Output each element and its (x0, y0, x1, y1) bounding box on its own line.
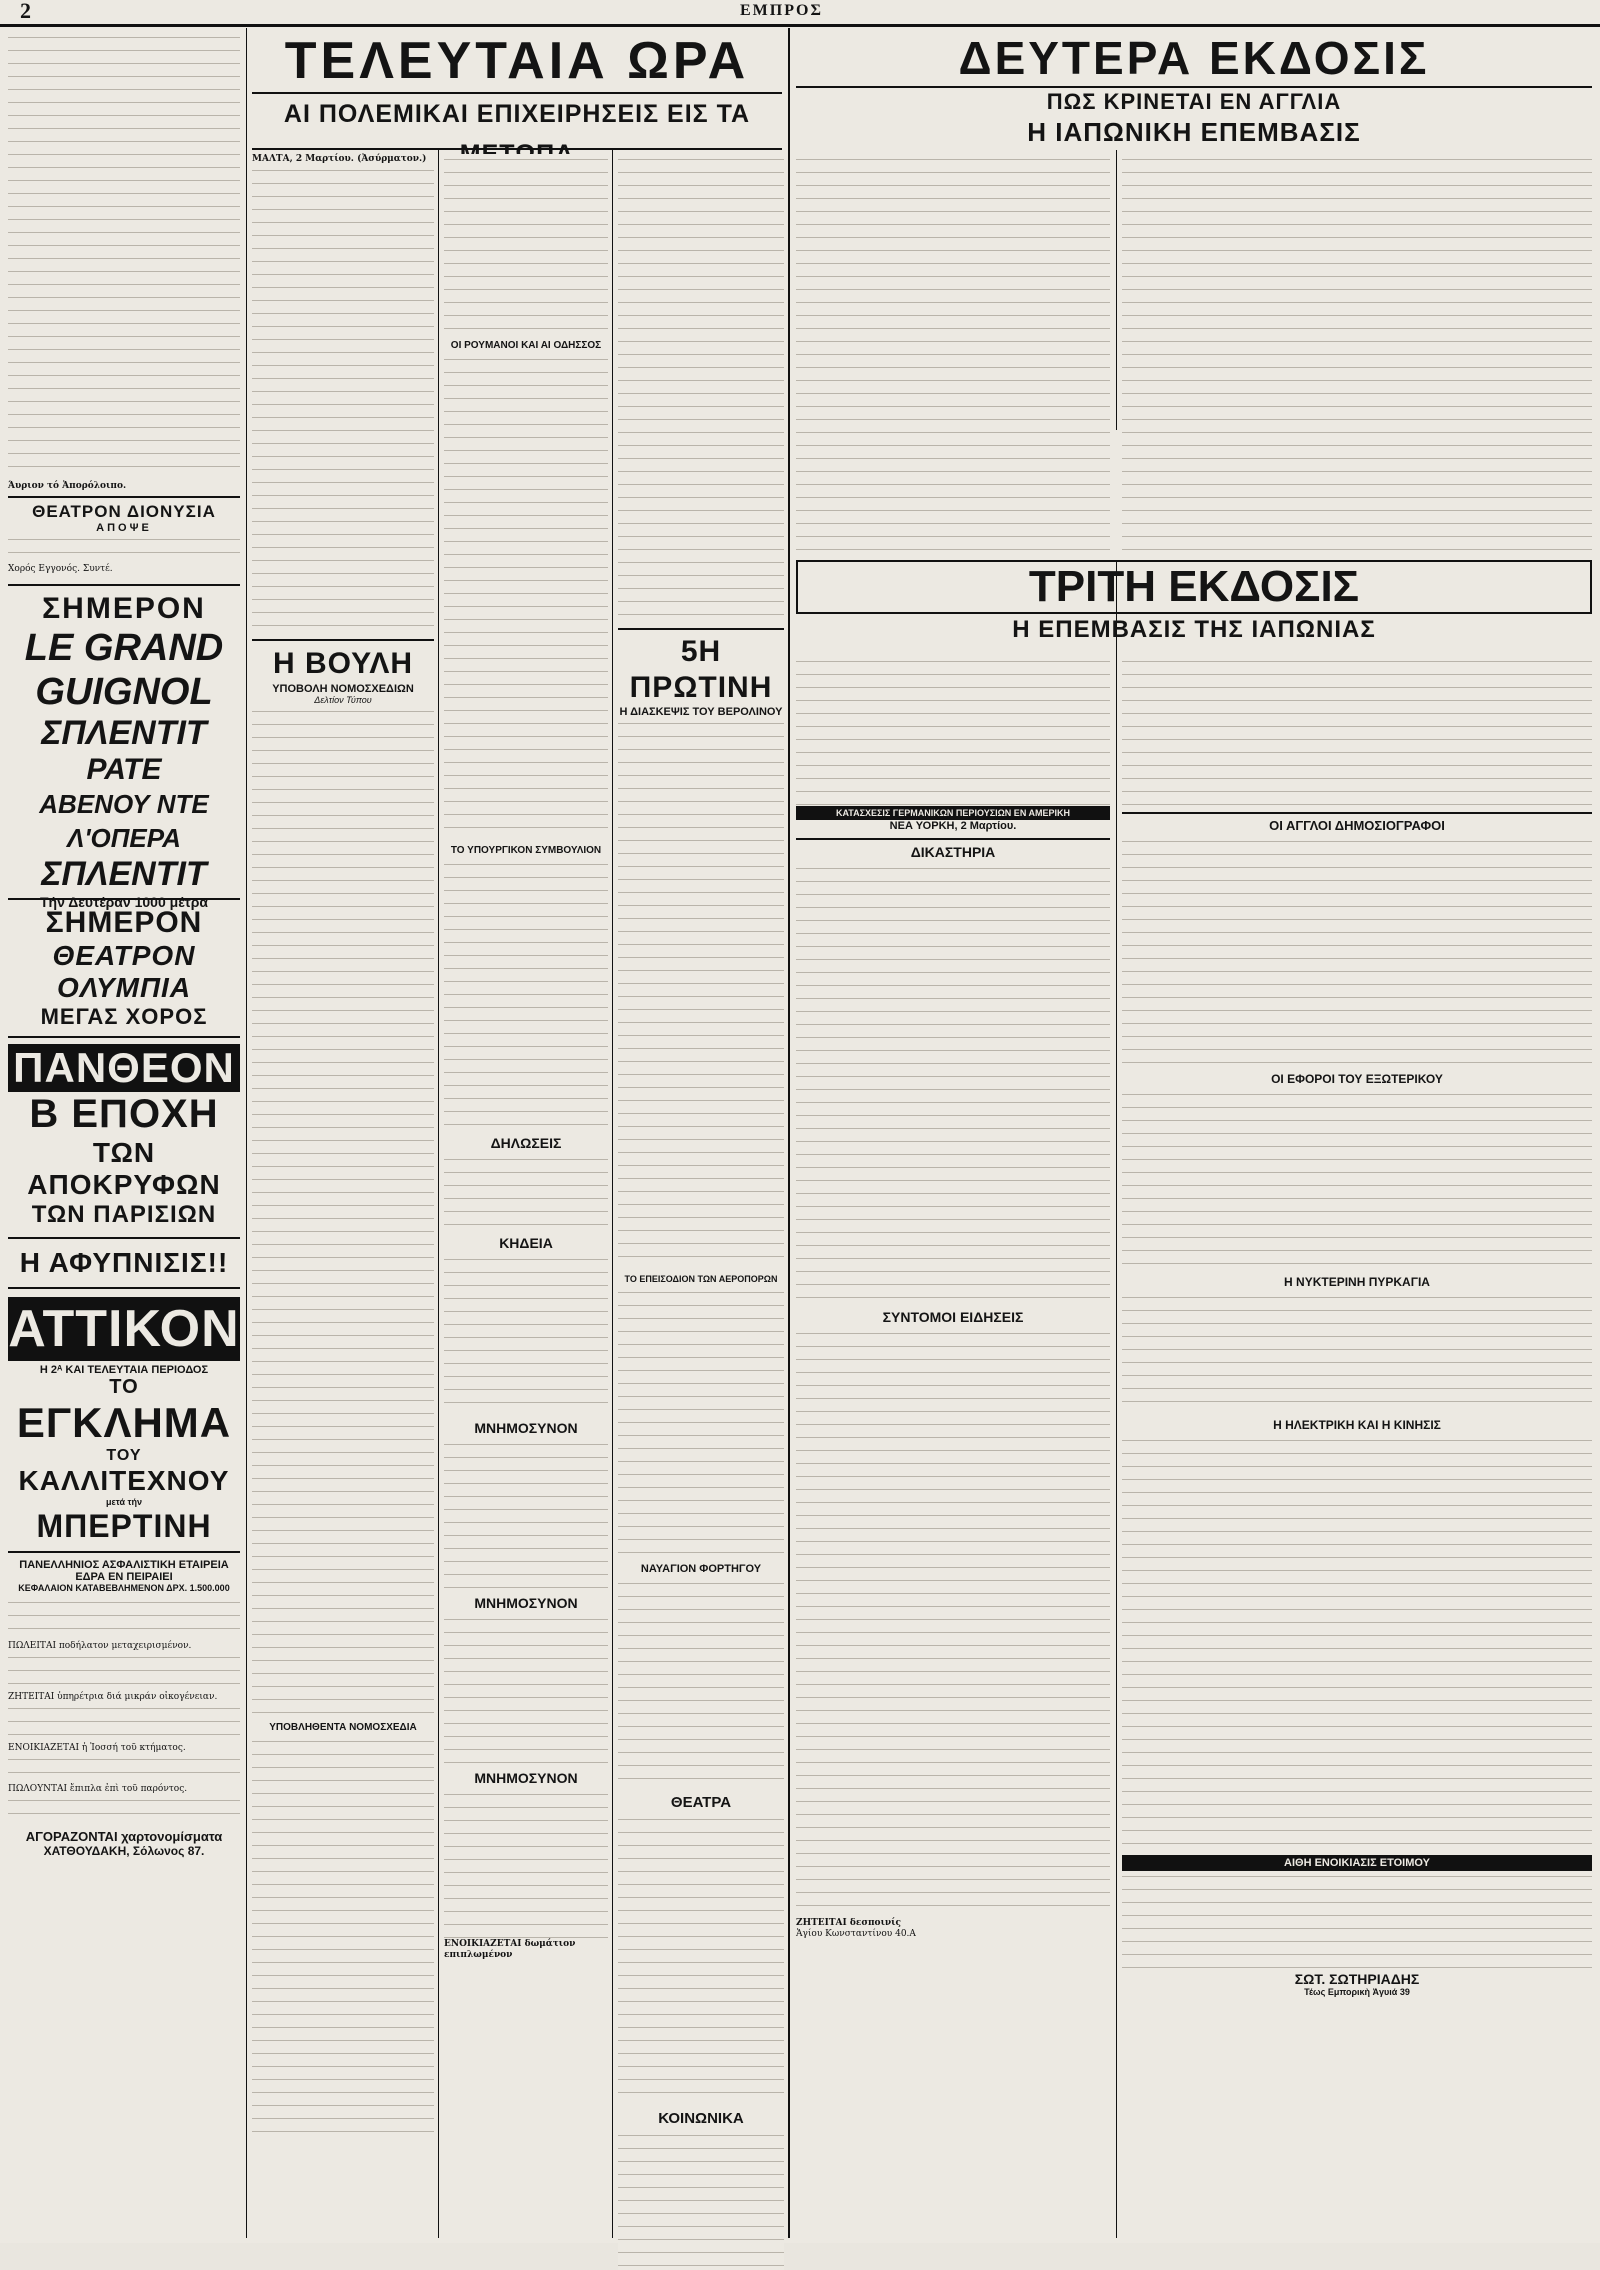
third-edition-block (796, 560, 1592, 650)
section-heading: ΟΙ ΑΓΓΛΟΙ ΔΗΜΟΣΙΟΓΡΑΦΟΙ (1122, 812, 1592, 833)
agorazontai-ad: ΑΓΟΡΑΖΟΝΤΑΙ χαρτονομίσματα (25, 1829, 223, 1844)
pantheon-apokryfon: ΤΩΝ ΑΠΟΚΡΥΦΩΝ (27, 1137, 221, 1200)
second-edition-block (796, 30, 1592, 150)
bank-name: ΠΑΝΕΛΛΗΝΙΟΣ ΑΣΦΑΛΙΣΤΙΚΗ ΕΤΑΙΡΕΙΑ (19, 1559, 229, 1571)
section-heading: ΤΟ ΥΠΟΥΡΓΙΚΟΝ ΣΥΜΒΟΥΛΙΟΝ (450, 845, 602, 856)
pantheon-epochi: Β ΕΠΟΧΗ (29, 1092, 219, 1136)
dateline: ΜΑΛΤΑ, 2 Μαρτίου. (Ἀσύρματον.) (252, 154, 427, 164)
grand-guignol-splendit-2: ΣΠΛΕΝΤΙΤ (41, 855, 207, 893)
theatre-subtitle: ΑΠΟΨΕ (96, 522, 152, 534)
attikon-meta: μετά τήν (105, 1497, 143, 1507)
section-heading: Η ΝΥΚΤΕΡΙΝΗ ΠΥΡΚΑΓΙΑ (1284, 1275, 1430, 1289)
attikon-title: ΑΤΤΙΚΟΝ (8, 1297, 240, 1361)
attikon-to: ΤΟ (109, 1376, 139, 1398)
zititai-address: Ἁγίου Κωνσταντίνου 40.Α (796, 1929, 916, 1939)
column-rule (612, 150, 613, 2238)
article-text (618, 1287, 784, 1557)
bottom-classified: ΕΝΟΙΚΙΑΖΕΤΑΙ δωμάτιον επιπλωμένον (444, 1939, 576, 1960)
grand-guignol-date: Τήν Δευτέραν 1000 μέτρα (39, 894, 209, 910)
vouli-subtitle: ΥΠΟΒΟΛΗ ΝΟΜΟΣΧΕΔΙΩΝ (272, 683, 414, 695)
column-rule (1116, 150, 1117, 430)
grand-guignol-abenue: ΑΒΕΝΟΥ ΝΤΕ Λ'ΟΠΕΡΑ (39, 789, 209, 853)
attikon-kallitechnou: ΚΑΛΛΙΤΕΧΝΟΥ (18, 1465, 230, 1496)
article-text (444, 1614, 608, 1764)
classified-4: ΠΩΛΟΥΝΤΑΙ ἔπιπλα ἐπὶ τοῦ παρόντος. (8, 1784, 188, 1794)
column-e (796, 656, 1110, 2234)
section-heading: Η ΗΛΕΚΤΡΙΚΗ ΚΑΙ Η ΚΙΝΗΣΙΣ (1273, 1418, 1441, 1432)
article-text (1122, 1435, 1592, 1855)
section-heading: ΔΗΛΩΣΕΙΣ (490, 1135, 562, 1151)
attikon-mpertini: ΜΠΕΡΤΙΝΗ (36, 1508, 212, 1544)
vouli-note: Δελτίον Τύπου (314, 695, 372, 705)
ny-dateline: ΝΕΑ ΥΟΡΚΗ, 2 Μαρτίου. (889, 820, 1017, 832)
bottom-ad: ΧΑΤΘΟΥΔΑΚΗ, Σόλωνος 87. (43, 1844, 205, 1858)
grand-guignol-rate: ΡΑΤΕ (86, 753, 162, 786)
third-edition-title: ΤΡΙΤΗ ΕΚΔΟΣΙΣ (796, 560, 1592, 614)
column-rule (438, 150, 439, 2238)
section-heading: ΝΑΥΑΓΙΟΝ ΦΟΡΤΗΓΟΥ (640, 1563, 762, 1575)
classified-text (8, 1703, 240, 1743)
continued-note: Άυριον τό Ἀπορόλοιπο. (8, 481, 127, 491)
article-text (618, 718, 784, 1268)
pantheon-parision: ΤΩΝ ΠΑΡΙΣΙΩΝ (31, 1201, 217, 1228)
section-heading: ΜΝΗΜΟΣΥΝΟΝ (474, 1595, 578, 1611)
headline-rule (252, 148, 782, 150)
attikon-period: Η 2ᴬ ΚΑΙ ΤΕΛΕΥΤΑΙΑ ΠΕΡΙΟΔΟΣ (39, 1364, 209, 1376)
olympia-simeron: ΣΗΜΕΡΟΝ (45, 906, 203, 939)
classified-text (8, 1754, 240, 1784)
grand-guignol-splendit: ΣΠΛΕΝΤΙΤ (41, 714, 207, 752)
attikon-egklima: ΕΓΚΛΗΜΑ (16, 1399, 232, 1446)
left-column (8, 32, 240, 2237)
article-text (1122, 1089, 1592, 1269)
article-text (444, 1789, 608, 1939)
article-text (444, 154, 608, 334)
section-heading: ΘΕΑΤΡΑ (670, 1794, 732, 1811)
fifth-morning-title: 5Η ΠΡΩΤΙΝΗ (629, 635, 773, 704)
article-text (444, 1254, 608, 1414)
article-text (618, 154, 784, 624)
olympia-megas-choros: ΜΕΓΑΣ ΧΟΡΟΣ (40, 1004, 208, 1029)
article-text (1122, 1871, 1592, 1971)
section-heading: ΜΝΗΜΟΣΥΝΟΝ (474, 1420, 578, 1436)
main-subheadline: ΑΙ ΠΟΛΕΜΙΚΑΙ ΕΠΙΧΕΙΡΗΣΕΙΣ ΕΙΣ ΤΑ (283, 100, 751, 128)
classified-3: ΕΝΟΙΚΙΑΖΕΤΑΙ ἡ Ἰοσσή τοῦ κτήματος. (8, 1743, 186, 1753)
classified-text (8, 1795, 240, 1825)
grand-guignol-simeron: ΣΗΜΕΡΟΝ (42, 592, 206, 625)
section-heading: ΚΟΙΝΩΝΙΚΑ (658, 2110, 744, 2127)
classified-1: ΠΩΛΕΙΤΑΙ ποδήλατον μεταχειρισμένον. (8, 1641, 192, 1651)
column-rule (246, 28, 247, 2238)
column-f (1122, 656, 1592, 2234)
third-edition-subtitle: Η ΕΠΕΜΒΑΣΙΣ ΤΗΣ ΙΑΠΩΝΙΑΣ (1012, 616, 1376, 643)
article-text (796, 1328, 1110, 1918)
article-text (618, 2130, 784, 2270)
article-text (252, 165, 434, 635)
classified-text (8, 1652, 240, 1692)
theatre-title: ΘΕΑΤΡΟΝ ΔΙΟΝΥΣΙΑ (32, 502, 216, 521)
article-text (796, 863, 1110, 1303)
article-text (444, 859, 608, 1129)
bank-text (8, 1597, 240, 1637)
grand-guignol-ad (8, 592, 240, 910)
main-headline: ΤΕΛΕΥΤΑΙΑ ΩΡΑ (284, 32, 750, 90)
vouli-title: Η ΒΟΥΛΗ (272, 647, 414, 680)
attikon-tou: ΤΟΥ (106, 1447, 142, 1464)
second-edition-title: ΔΕΥΤΕΡΑ ΕΚΔΟΣΙΣ (958, 32, 1430, 84)
section-heading: ΟΙ ΡΟΥΜΑΝΟΙ ΚΑΙ ΑΙ ΟΔΗΣΣΟΣ (450, 340, 602, 351)
article-text (1122, 656, 1592, 806)
fifth-morning-subtitle: Η ΔΙΑΣΚΕΨΙΣ ΤΟΥ ΒΕΡΟΛΙΝΟΥ (619, 706, 783, 718)
column-rule (1116, 560, 1117, 2238)
grand-guignol-name: LE GRAND GUIGNOL (24, 627, 224, 713)
column-d (618, 154, 784, 2234)
second-edition-sub2: Η ΙΑΠΩΝΙΚΗ ΕΠΕΜΒΑΣΙΣ (1027, 117, 1361, 147)
column-b (252, 154, 434, 2234)
page-header (0, 0, 1600, 27)
page-number: 2 (20, 0, 31, 23)
article-text (618, 1814, 784, 2104)
section-heading: ΣΥΝΤΟΜΟΙ ΕΙΔΗΣΕΙΣ (882, 1309, 1024, 1325)
section-heading: ΟΙ ΕΦΟΡΟΙ ΤΟΥ ΕΞΩΤΕΡΙΚΟΥ (1271, 1072, 1443, 1086)
zititai-ad: ΖΗΤΕΙΤΑΙ δεσποινίς (796, 1918, 901, 1928)
article-text (444, 354, 608, 839)
sotiriadis-address: Τέως Εμπορικὴ Ἀγυιά 39 (1304, 1987, 1410, 1997)
section-heading: ΚΗΔΕΙΑ (499, 1235, 553, 1251)
article-text (444, 1154, 608, 1229)
article-text (1122, 836, 1592, 1066)
theatre-cast: Χορός Εγγονός. Συντέ. (8, 534, 240, 578)
main-headline-block (252, 30, 782, 148)
article-text (252, 1736, 434, 2136)
enoikiasis-ad-title: ΑΙΘΗ ΕΝΟΙΚΙΑΣΙΣ ΕΤΟΙΜΟΥ (1122, 1855, 1592, 1871)
sotiriadis-name: ΣΩΤ. ΣΩΤΗΡΙΑΔΗΣ (1294, 1971, 1420, 1987)
afypnisis-title: Η ΑΦΥΠΝΙΣΙΣ!! (19, 1247, 229, 1278)
section-heading: ΤΟ ΕΠΕΙΣΟΔΙΟΝ ΤΩΝ ΑΕΡΟΠΟΡΩΝ (624, 1274, 778, 1284)
masthead: ΕΜΠΡΟΣ (740, 2, 823, 19)
classified-2: ΖΗΤΕΙΤΑΙ ὑπηρέτρια διά μικράν οἰκογένειαν. (8, 1692, 218, 1702)
kataschesis-heading: ΚΑΤΑΣΧΕΣΙΣ ΓΕΡΜΑΝΙΚΩΝ ΠΕΡΙΟΥΣΙΩΝ ΕΝ ΑΜΕΡΙΚΗ (796, 806, 1110, 820)
pantheon-title: ΠΑΝΘΕΟΝ (8, 1044, 240, 1092)
article-text (444, 1439, 608, 1589)
section-heading: ΜΝΗΜΟΣΥΝΟΝ (474, 1770, 578, 1786)
olympia-theatre: ΘΕΑΤΡΟΝ ΟΛΥΜΠΙΑ (52, 940, 196, 1003)
second-edition-left-text (796, 154, 1110, 554)
second-edition-sub1: ΠΩΣ ΚΡΙΝΕΤΑΙ ΕΝ ΑΓΓΛΙΑ (796, 86, 1592, 116)
column-c (444, 154, 608, 2234)
bank-capital: ΚΕΦΑΛΑΙΟΝ ΚΑΤΑΒΕΒΛΗΜΕΝΟΝ ΔΡΧ. 1.500.000 (18, 1583, 230, 1593)
article-text (252, 706, 434, 1716)
section-heading: ΥΠΟΒΛΗΘΕΝΤΑ ΝΟΜΟΣΧΕΔΙΑ (269, 1722, 417, 1733)
article-text (8, 32, 240, 477)
second-edition-right-text (1122, 154, 1592, 554)
section-heading: ΔΙΚΑΣΤΗΡΙΑ (796, 838, 1110, 860)
article-text (618, 1578, 784, 1788)
bank-seat: ΕΔΡΑ ΕΝ ΠΕΙΡΑΙΕΙ (75, 1571, 173, 1583)
article-text (1122, 1292, 1592, 1412)
column-rule (788, 28, 790, 2238)
article-text (796, 656, 1110, 806)
